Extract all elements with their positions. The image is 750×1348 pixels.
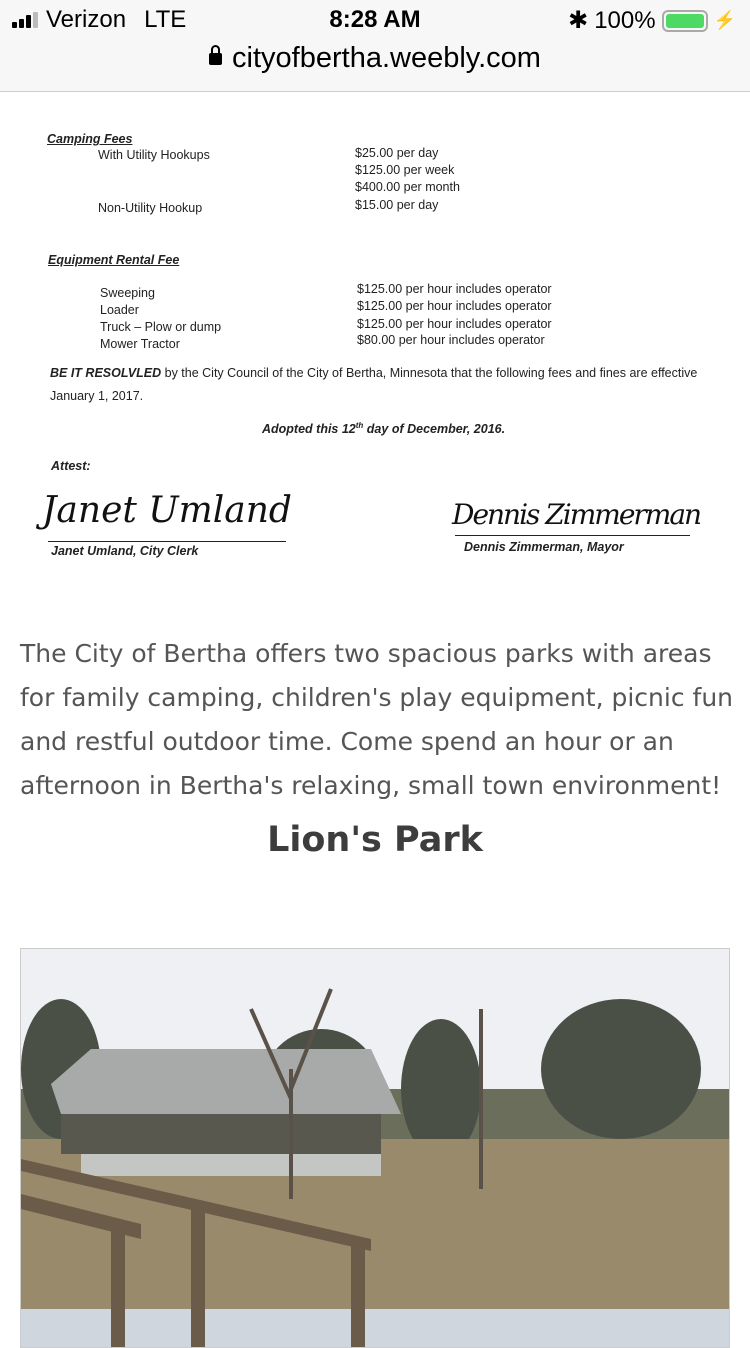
- url: cityofbertha.weebly.com: [232, 42, 541, 74]
- equipment-heading: Equipment Rental Fee: [48, 253, 180, 267]
- resolved-bold: BE IT RESOLVLED: [50, 366, 162, 380]
- fee-value: $125.00 per hour includes operator: [357, 282, 552, 296]
- fee-document: [0, 92, 750, 602]
- fee-label: Sweeping: [100, 286, 155, 300]
- clerk-signature: Janet Umland: [42, 490, 292, 531]
- fee-label: Loader: [100, 303, 139, 317]
- time: 8:28 AM: [329, 6, 421, 33]
- fee-value: $125.00 per hour includes operator: [357, 317, 552, 331]
- park-intro: The City of Bertha offers two spacious parks with areas for family camping, children's play equipment, picnic fun and restful outdoor time. Come spend an hour or an afternoon in Bertha's relaxing, small town environment!: [20, 639, 734, 800]
- lock-icon: [209, 53, 222, 65]
- charging-icon: ⚡: [713, 10, 736, 30]
- battery-percent: 100%: [594, 6, 656, 34]
- fee-label: Truck – Plow or dump: [100, 320, 222, 334]
- fee-label: Mower Tractor: [100, 337, 180, 351]
- fee-value: $125.00 per week: [355, 163, 455, 177]
- bluetooth-icon: ✱: [568, 7, 589, 34]
- status-bar: [0, 0, 750, 40]
- fee-value: $125.00 per hour includes operator: [357, 299, 552, 313]
- resolved-date: January 1, 2017.: [50, 389, 144, 403]
- attest-label: Attest:: [51, 459, 91, 473]
- fee-value: $25.00 per day: [355, 146, 439, 160]
- fee-label: Non-Utility Hookup: [98, 201, 203, 215]
- fee-label: With Utility Hookups: [98, 148, 210, 162]
- lions-park-photo: [20, 948, 730, 1348]
- network: LTE: [144, 6, 187, 33]
- battery-icon: [662, 10, 708, 32]
- mayor-signature: Dennis Zimmerman: [452, 498, 701, 531]
- camping-heading: Camping Fees: [47, 132, 133, 146]
- fee-value: $80.00 per hour includes operator: [357, 333, 545, 347]
- mayor-name: Dennis Zimmerman, Mayor: [464, 540, 624, 554]
- resolved-text: by the City Council of the City of Bertha, Minnesota that the following fees and fines are effective: [164, 366, 698, 380]
- adopted-line: Adopted this 12th day of December, 2016.: [262, 421, 506, 437]
- park-heading: Lion's Park: [267, 820, 483, 860]
- address-bar[interactable]: [0, 40, 750, 92]
- clerk-name: Janet Umland, City Clerk: [51, 544, 199, 558]
- carrier: Verizon: [46, 6, 127, 33]
- fee-value: $400.00 per month: [355, 180, 460, 194]
- fee-value: $15.00 per day: [355, 198, 439, 212]
